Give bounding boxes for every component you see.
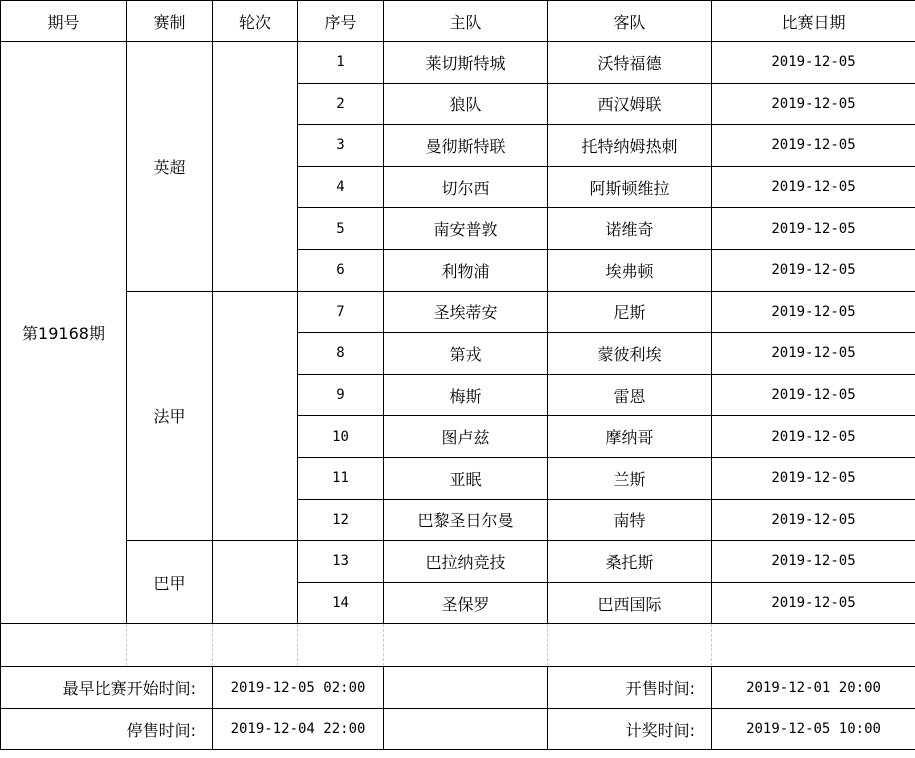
sale-stop-value: 2019-12-04 22:00 <box>213 708 384 750</box>
home-team-cell: 巴拉纳竞技 <box>384 541 548 583</box>
seq-cell: 3 <box>298 125 384 167</box>
table-row <box>1 541 915 583</box>
date-cell: 2019-12-05 <box>712 42 915 84</box>
home-team-cell: 狼队 <box>384 83 548 125</box>
spacer-cell <box>548 624 712 667</box>
league-cell: 法甲 <box>127 291 213 541</box>
header-away: 客队 <box>548 1 712 42</box>
seq-cell: 13 <box>298 541 384 583</box>
seq-cell: 11 <box>298 457 384 499</box>
seq-cell: 6 <box>298 249 384 291</box>
home-team-cell: 圣保罗 <box>384 582 548 624</box>
away-team-cell: 蒙彼利埃 <box>548 333 712 375</box>
round-cell <box>213 541 298 624</box>
date-cell: 2019-12-05 <box>712 541 915 583</box>
away-team-cell: 兰斯 <box>548 457 712 499</box>
home-team-cell: 切尔西 <box>384 166 548 208</box>
sale-start-label: 开售时间: <box>548 667 712 709</box>
seq-cell: 8 <box>298 333 384 375</box>
home-team-cell: 梅斯 <box>384 374 548 416</box>
header-date: 比赛日期 <box>712 1 915 42</box>
header-round: 轮次 <box>213 1 298 42</box>
header-home: 主队 <box>384 1 548 42</box>
header-issue: 期号 <box>1 1 127 42</box>
spacer-cell <box>712 624 915 667</box>
home-team-cell: 巴黎圣日尔曼 <box>384 499 548 541</box>
date-cell: 2019-12-05 <box>712 416 915 458</box>
date-cell: 2019-12-05 <box>712 249 915 291</box>
seq-cell: 1 <box>298 42 384 84</box>
table-row <box>1 42 915 84</box>
away-team-cell: 诺维奇 <box>548 208 712 250</box>
date-cell: 2019-12-05 <box>712 582 915 624</box>
away-team-cell: 摩纳哥 <box>548 416 712 458</box>
spacer-cell <box>213 624 298 667</box>
earliest-time-value: 2019-12-05 02:00 <box>213 667 384 709</box>
date-cell: 2019-12-05 <box>712 333 915 375</box>
footer-empty-cell <box>384 667 548 709</box>
home-team-cell: 南安普敦 <box>384 208 548 250</box>
round-cell <box>213 291 298 541</box>
spacer-cell <box>298 624 384 667</box>
seq-cell: 9 <box>298 374 384 416</box>
table-row <box>1 291 915 333</box>
date-cell: 2019-12-05 <box>712 125 915 167</box>
home-team-cell: 曼彻斯特联 <box>384 125 548 167</box>
away-team-cell: 巴西国际 <box>548 582 712 624</box>
away-team-cell: 托特纳姆热刺 <box>548 125 712 167</box>
home-team-cell: 图卢兹 <box>384 416 548 458</box>
home-team-cell: 圣埃蒂安 <box>384 291 548 333</box>
date-cell: 2019-12-05 <box>712 374 915 416</box>
seq-cell: 7 <box>298 291 384 333</box>
away-team-cell: 沃特福德 <box>548 42 712 84</box>
away-team-cell: 尼斯 <box>548 291 712 333</box>
sale-stop-label: 停售时间: <box>1 708 213 750</box>
league-cell: 英超 <box>127 42 213 292</box>
date-cell: 2019-12-05 <box>712 457 915 499</box>
footer-empty-cell <box>384 708 548 750</box>
spacer-row <box>1 624 915 667</box>
date-cell: 2019-12-05 <box>712 166 915 208</box>
spacer-cell <box>1 624 127 667</box>
date-cell: 2019-12-05 <box>712 499 915 541</box>
issue-cell: 第19168期 <box>1 42 127 624</box>
header-seq: 序号 <box>298 1 384 42</box>
seq-cell: 10 <box>298 416 384 458</box>
date-cell: 2019-12-05 <box>712 208 915 250</box>
earliest-time-label: 最早比赛开始时间: <box>1 667 213 709</box>
prize-time-label: 计奖时间: <box>548 708 712 750</box>
date-cell: 2019-12-05 <box>712 83 915 125</box>
away-team-cell: 南特 <box>548 499 712 541</box>
header-row <box>1 1 915 42</box>
home-team-cell: 莱切斯特城 <box>384 42 548 84</box>
footer-row-2 <box>1 708 915 750</box>
header-league: 赛制 <box>127 1 213 42</box>
home-team-cell: 第戎 <box>384 333 548 375</box>
away-team-cell: 埃弗顿 <box>548 249 712 291</box>
date-cell: 2019-12-05 <box>712 291 915 333</box>
seq-cell: 14 <box>298 582 384 624</box>
home-team-cell: 亚眠 <box>384 457 548 499</box>
round-cell <box>213 42 298 292</box>
prize-time-value: 2019-12-05 10:00 <box>712 708 915 750</box>
away-team-cell: 桑托斯 <box>548 541 712 583</box>
away-team-cell: 阿斯顿维拉 <box>548 166 712 208</box>
away-team-cell: 西汉姆联 <box>548 83 712 125</box>
away-team-cell: 雷恩 <box>548 374 712 416</box>
footer-row-1 <box>1 667 915 709</box>
sale-start-value: 2019-12-01 20:00 <box>712 667 915 709</box>
spacer-cell <box>384 624 548 667</box>
spacer-cell <box>127 624 213 667</box>
home-team-cell: 利物浦 <box>384 249 548 291</box>
seq-cell: 12 <box>298 499 384 541</box>
seq-cell: 2 <box>298 83 384 125</box>
seq-cell: 4 <box>298 166 384 208</box>
seq-cell: 5 <box>298 208 384 250</box>
league-cell: 巴甲 <box>127 541 213 624</box>
